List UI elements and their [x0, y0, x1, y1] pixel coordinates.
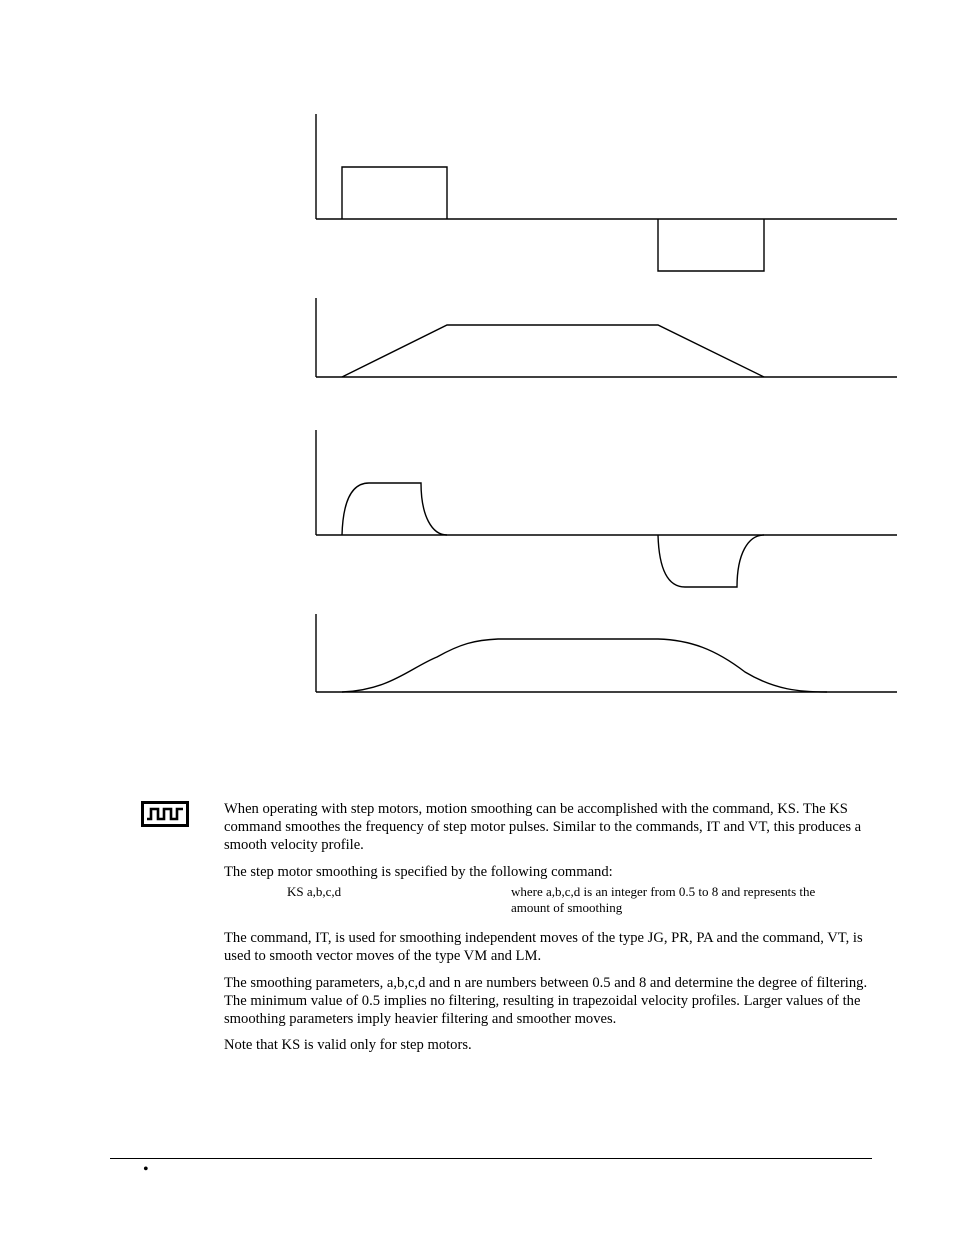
footer-bullet: •	[143, 1161, 149, 1178]
acceleration-smoothed-panel	[316, 430, 897, 587]
panel4-scurve	[342, 639, 827, 692]
footer-rule	[110, 1158, 872, 1159]
velocity-scurve-panel	[316, 614, 897, 692]
panel1-decel-pulse	[658, 219, 764, 271]
velocity-trapezoidal-panel	[316, 298, 897, 377]
panel1-accel-pulse	[342, 167, 447, 219]
paragraph-ks-spec: The step motor smoothing is specified by the following command:	[224, 864, 613, 880]
panel2-trapezoid	[342, 325, 764, 377]
panel3-accel-smooth	[342, 483, 447, 535]
paragraph-it-vt: The command, IT, is used for smoothing independent moves of the type JG, PR, PA and the command, VT, is used to smooth vector moves of the type VM and LM.	[224, 930, 863, 964]
command-syntax: KS a,b,c,d	[287, 884, 342, 899]
command-description: where a,b,c,d is an integer from 0.5 to 8 and represents the amount of smoothing	[511, 884, 816, 915]
paragraph-smoothing-parameters: The smoothing parameters, a,b,c,d and n are numbers between 0.5 and 8 and determine the degree of filtering. The minimum value of 0.5 implies no filtering, resulting in trapezoidal velocity profiles. Larger values of the smoothing parameters imply heavier filtering and smoother moves.	[224, 975, 868, 1027]
panel3-decel-smooth	[658, 535, 764, 587]
acceleration-rectangular-panel	[316, 114, 897, 271]
paragraph-ks-intro: When operating with step motors, motion smoothing can be accomplished with the command, KS. The KS command smoothes the frequency of step motor pulses. Similar to the commands, IT and VT, this produces a smooth velocity profile.	[224, 801, 862, 853]
paragraph-ks-note: Note that KS is valid only for step motors.	[224, 1037, 472, 1053]
step-motor-pulse-icon	[141, 801, 189, 827]
